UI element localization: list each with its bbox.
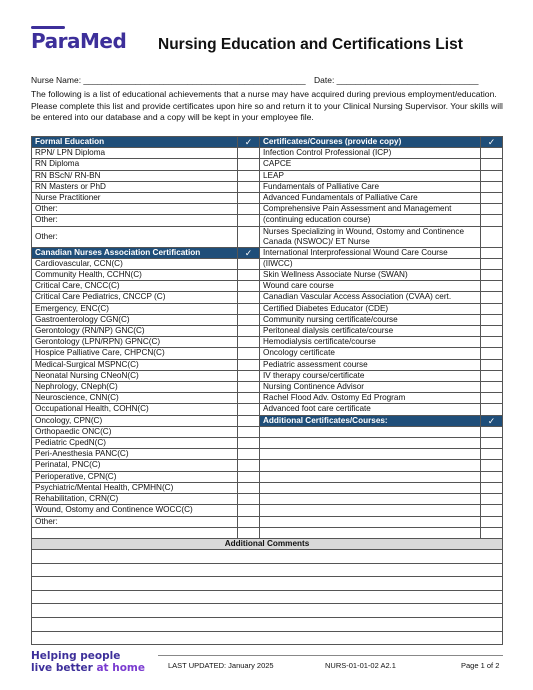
left-item-label: Wound, Ostomy and Continence WOCC(C) [32, 505, 238, 516]
table-row [32, 337, 503, 348]
left-item-label: Pediatric CpedN(C) [32, 438, 238, 449]
left-item-label: Cardiovascular, CCN(C) [32, 258, 238, 269]
left-item-label: Perioperative, CPN(C) [32, 471, 238, 482]
table-row [32, 370, 503, 381]
right-item-label: Certified Diabetes Educator (CDE) [260, 303, 481, 314]
right-item-checkbox[interactable] [481, 148, 503, 159]
right-item-label: Advanced foot care certificate [260, 404, 481, 415]
right-item-checkbox[interactable] [481, 215, 503, 226]
comment-line [32, 618, 503, 632]
table-row [32, 482, 503, 493]
table-row [32, 382, 503, 393]
additional-comments-header: Additional Comments [32, 538, 503, 549]
left-item-checkbox[interactable] [238, 404, 260, 415]
tagline-text: live better [31, 662, 97, 674]
left-item-checkbox[interactable] [238, 204, 260, 215]
left-item-checkbox[interactable] [238, 215, 260, 226]
right-item-label: Fundamentals of Palliative Care [260, 181, 481, 192]
right-item-checkbox[interactable] [481, 170, 503, 181]
comment-input-line[interactable] [32, 618, 503, 632]
comment-input-line[interactable] [32, 604, 503, 618]
left-item-label: Community Health, CCHN(C) [32, 270, 238, 281]
check-header-icon: ✓ [238, 247, 260, 258]
left-item-checkbox[interactable] [238, 426, 260, 437]
left-item-label [32, 527, 238, 538]
right-item-label: Pediatric assessment course [260, 359, 481, 370]
right-item-label: (continuing education course) [260, 215, 481, 226]
right-item-checkbox[interactable] [481, 494, 503, 505]
right-item-label: Hemodialysis certificate/course [260, 337, 481, 348]
left-item-checkbox[interactable] [238, 148, 260, 159]
left-item-label: Hospice Palliative Care, CHPCN(C) [32, 348, 238, 359]
nurse-name-field[interactable]: Nurse Name: _______________________________________________ [31, 75, 306, 85]
left-item-checkbox[interactable] [238, 382, 260, 393]
table-row [32, 258, 503, 269]
left-item-checkbox[interactable] [238, 471, 260, 482]
right-item-label: Peritoneal dialysis certificate/course [260, 326, 481, 337]
table-row [32, 247, 503, 258]
right-item-checkbox[interactable] [481, 226, 503, 247]
left-item-checkbox[interactable] [238, 226, 260, 247]
right-item-checkbox[interactable] [481, 438, 503, 449]
left-item-checkbox[interactable] [238, 292, 260, 303]
left-item-label: Medical-Surgical MSPNC(C) [32, 359, 238, 370]
left-item-label: Gastroenterology CGN(C) [32, 314, 238, 325]
left-item-label: Other: [32, 204, 238, 215]
table-row [32, 181, 503, 192]
right-item-label [260, 460, 481, 471]
right-item-checkbox[interactable] [481, 482, 503, 493]
table-row [32, 348, 503, 359]
tagline-line-2 [31, 662, 145, 674]
comment-line [32, 550, 503, 564]
comment-input-line[interactable] [32, 577, 503, 591]
left-item-label: Perinatal, PNC(C) [32, 460, 238, 471]
right-item-checkbox[interactable] [481, 159, 503, 170]
table-row [32, 438, 503, 449]
left-item-checkbox[interactable] [238, 370, 260, 381]
right-item-label: Rachel Flood Adv. Ostomy Ed Program [260, 393, 481, 404]
right-item-checkbox[interactable] [481, 505, 503, 516]
left-item-checkbox[interactable] [238, 348, 260, 359]
left-item-label: Critical Care Pediatrics, CNCCP (C) [32, 292, 238, 303]
left-item-label: Other: [32, 215, 238, 226]
certifications-table [31, 136, 503, 645]
check-header-icon: ✓ [481, 415, 503, 426]
right-item-label: Oncology certificate [260, 348, 481, 359]
check-header-icon: ✓ [481, 137, 503, 148]
table-row [32, 404, 503, 415]
intro-paragraph: The following is a list of educational achievements that a nurse may have acquired during previous employment/education. Please complete this list and provide certificates upon hire so and return it to your Clinical Nursing Supervisor. Your skills will be entered into our database and a copy will be kept in your employee file. [31, 89, 503, 122]
comment-line [32, 577, 503, 591]
table-row [32, 215, 503, 226]
left-item-checkbox[interactable] [238, 482, 260, 493]
table-row [32, 159, 503, 170]
right-item-label: Advanced Fundamentals of Palliative Care [260, 193, 481, 204]
right-item-checkbox[interactable] [481, 449, 503, 460]
table-row [32, 303, 503, 314]
right-item-checkbox[interactable] [481, 370, 503, 381]
left-item-label: Orthopaedic ONC(C) [32, 426, 238, 437]
left-item-label: Neonatal Nursing CNeoN(C) [32, 370, 238, 381]
left-item-label: RN Diploma [32, 159, 238, 170]
table-row [32, 527, 503, 538]
right-item-checkbox[interactable] [481, 404, 503, 415]
left-item-checkbox[interactable] [238, 494, 260, 505]
comment-input-line[interactable] [32, 631, 503, 645]
left-item-checkbox[interactable] [238, 449, 260, 460]
right-item-checkbox[interactable] [481, 314, 503, 325]
table-row [32, 538, 503, 549]
left-item-label: Nephrology, CNeph(C) [32, 382, 238, 393]
right-item-label: IV therapy course/certificate [260, 370, 481, 381]
tagline-accent: at home [96, 662, 145, 674]
left-item-checkbox[interactable] [238, 438, 260, 449]
comment-input-line[interactable] [32, 563, 503, 577]
right-item-label: Nursing Continence Advisor [260, 382, 481, 393]
table-row [32, 505, 503, 516]
right-item-label: CAPCE [260, 159, 481, 170]
left-item-label: Neuroscience, CNN(C) [32, 393, 238, 404]
left-item-checkbox[interactable] [238, 460, 260, 471]
left-item-checkbox[interactable] [238, 193, 260, 204]
right-item-label: Wound care course [260, 281, 481, 292]
left-item-checkbox[interactable] [238, 281, 260, 292]
left-item-checkbox[interactable] [238, 527, 260, 538]
right-item-checkbox[interactable] [481, 460, 503, 471]
left-item-checkbox[interactable] [238, 181, 260, 192]
paramed-logo [31, 30, 126, 52]
table-row [32, 193, 503, 204]
right-item-checkbox[interactable] [481, 281, 503, 292]
right-item-checkbox[interactable] [481, 204, 503, 215]
right-item-label: Certificates/Courses (provide copy) [260, 137, 481, 148]
right-item-checkbox[interactable] [481, 393, 503, 404]
right-item-label [260, 527, 481, 538]
right-item-checkbox[interactable] [481, 292, 503, 303]
last-updated: LAST UPDATED: January 2025 [168, 661, 274, 670]
document-code: NURS-01-01-02 A2.1 [325, 661, 396, 670]
right-item-checkbox[interactable] [481, 426, 503, 437]
right-item-checkbox[interactable] [481, 471, 503, 482]
right-item-checkbox[interactable] [481, 348, 503, 359]
left-item-label: RN BScN/ RN-BN [32, 170, 238, 181]
left-item-checkbox[interactable] [238, 303, 260, 314]
table-row [32, 204, 503, 215]
right-item-checkbox[interactable] [481, 337, 503, 348]
left-item-label: Peri-Anesthesia PANC(C) [32, 449, 238, 460]
left-item-checkbox[interactable] [238, 159, 260, 170]
right-item-checkbox[interactable] [481, 258, 503, 269]
table-row [32, 516, 503, 527]
left-item-label: Nurse Practitioner [32, 193, 238, 204]
footer-divider [158, 655, 503, 656]
left-item-label: Psychiatric/Mental Health, CPMHN(C) [32, 482, 238, 493]
left-item-checkbox[interactable] [238, 516, 260, 527]
left-item-checkbox[interactable] [238, 505, 260, 516]
right-item-label [260, 449, 481, 460]
left-item-label: Canadian Nurses Association Certification [32, 247, 238, 258]
right-item-label: Skin Wellness Associate Nurse (SWAN) [260, 270, 481, 281]
table-row [32, 449, 503, 460]
right-item-label [260, 505, 481, 516]
left-item-label: RPN/ LPN Diploma [32, 148, 238, 159]
right-item-label [260, 482, 481, 493]
table-row [32, 270, 503, 281]
comment-input-line[interactable] [32, 590, 503, 604]
right-item-checkbox[interactable] [481, 382, 503, 393]
comment-line [32, 590, 503, 604]
tagline-line-1: Helping people [31, 650, 121, 662]
left-item-checkbox[interactable] [238, 393, 260, 404]
left-item-checkbox[interactable] [238, 415, 260, 426]
left-item-checkbox[interactable] [238, 314, 260, 325]
table-row [32, 471, 503, 482]
right-item-checkbox[interactable] [481, 326, 503, 337]
left-item-label: Occupational Health, COHN(C) [32, 404, 238, 415]
right-item-checkbox[interactable] [481, 181, 503, 192]
right-item-label: Nurses Specializing in Wound, Ostomy and Continence Canada (NSWOC)/ ET Nurse [260, 226, 481, 247]
date-field[interactable]: Date: ______________________________ [314, 75, 479, 85]
table-row [32, 281, 503, 292]
right-item-checkbox[interactable] [481, 359, 503, 370]
left-item-label: RN Masters or PhD [32, 181, 238, 192]
table-row [32, 148, 503, 159]
table-row [32, 494, 503, 505]
comment-line [32, 631, 503, 645]
logo-text-para: Para [31, 29, 80, 53]
left-item-label: Other: [32, 226, 238, 247]
left-item-label: Critical Care, CNCC(C) [32, 281, 238, 292]
page-title: Nursing Education and Certifications List [158, 36, 463, 53]
table-row [32, 326, 503, 337]
left-item-label: Rehabilitation, CRN(C) [32, 494, 238, 505]
table-row [32, 292, 503, 303]
left-item-checkbox[interactable] [238, 359, 260, 370]
logo-text-med: Med [79, 29, 127, 53]
table-row [32, 226, 503, 247]
left-item-checkbox[interactable] [238, 326, 260, 337]
comment-line [32, 563, 503, 577]
right-item-checkbox[interactable] [481, 516, 503, 527]
left-item-label: Gerontology (RN/NP) GNC(C) [32, 326, 238, 337]
right-item-checkbox[interactable] [481, 247, 503, 258]
left-item-checkbox[interactable] [238, 258, 260, 269]
table-row [32, 393, 503, 404]
right-item-label [260, 438, 481, 449]
right-item-label: Infection Control Professional (ICP) [260, 148, 481, 159]
check-header-icon: ✓ [238, 137, 260, 148]
right-item-label [260, 471, 481, 482]
table-row [32, 460, 503, 471]
left-item-label: Other: [32, 516, 238, 527]
left-item-label: Formal Education [32, 137, 238, 148]
right-item-label: Comprehensive Pain Assessment and Management [260, 204, 481, 215]
right-item-label: International Interprofessional Wound Care Course [260, 247, 481, 258]
right-item-label [260, 516, 481, 527]
table-row [32, 314, 503, 325]
table-row [32, 170, 503, 181]
right-item-checkbox[interactable] [481, 270, 503, 281]
right-item-checkbox[interactable] [481, 303, 503, 314]
left-item-checkbox[interactable] [238, 337, 260, 348]
right-item-label [260, 494, 481, 505]
right-item-label: LEAP [260, 170, 481, 181]
right-item-label: Canadian Vascular Access Association (CVAA) cert. [260, 292, 481, 303]
right-item-checkbox[interactable] [481, 527, 503, 538]
table-row [32, 137, 503, 148]
left-item-checkbox[interactable] [238, 270, 260, 281]
left-item-label: Gerontology (LPN/RPN) GPNC(C) [32, 337, 238, 348]
left-item-label: Emergency, ENC(C) [32, 303, 238, 314]
right-item-label: Additional Certificates/Courses: [260, 415, 481, 426]
comment-input-line[interactable] [32, 550, 503, 564]
footer-tagline [31, 650, 145, 674]
page-number: Page 1 of 2 [461, 661, 500, 670]
table-row [32, 415, 503, 426]
right-item-label [260, 426, 481, 437]
comment-line [32, 604, 503, 618]
logo-swoosh-icon [31, 26, 65, 29]
left-item-checkbox[interactable] [238, 170, 260, 181]
right-item-label: Community nursing certificate/course [260, 314, 481, 325]
left-item-label: Oncology, CPN(C) [32, 415, 238, 426]
right-item-checkbox[interactable] [481, 193, 503, 204]
right-item-label: (IIWCC) [260, 258, 481, 269]
table-row [32, 426, 503, 437]
table-row [32, 359, 503, 370]
